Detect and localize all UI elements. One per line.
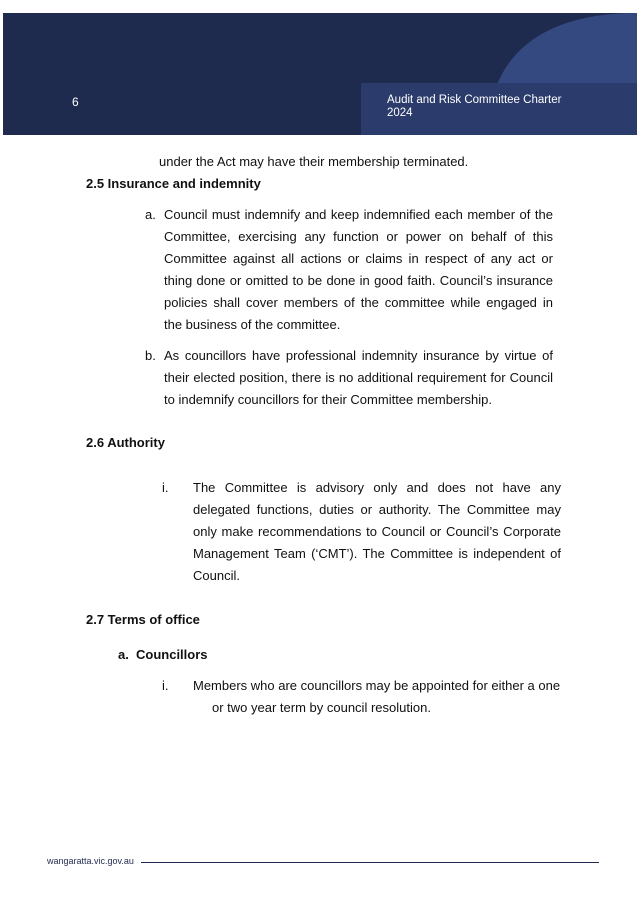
list-marker: i. bbox=[162, 678, 169, 693]
footer-divider bbox=[141, 862, 599, 863]
list-marker: i. bbox=[162, 480, 169, 495]
list-item: Council must indemnify and keep indemnified each member of the Committee, exercising any function or power on behalf of this Committee against all actions or claims in respect of any act or thing done or omitted to be done in good faith. Council’s insurance policies shall cover members of the committee while engaged in the business of the committee. bbox=[164, 207, 553, 332]
page-number: 6 bbox=[72, 95, 79, 109]
list-item: As councillors have professional indemnity insurance by virtue of their elected position, there is no additional requirement for Council to indemnify councillors for their Committee membership. bbox=[164, 348, 553, 407]
section-2-6-heading: 2.6 Authority bbox=[86, 435, 165, 450]
subsection-marker: a. bbox=[118, 647, 129, 662]
document-title: Audit and Risk Committee Charter 2024 bbox=[387, 94, 562, 119]
list-marker: b. bbox=[145, 348, 156, 363]
section-2-7-heading: 2.7 Terms of office bbox=[86, 612, 200, 627]
continuation-text: under the Act may have their membership terminated. bbox=[159, 154, 469, 169]
subsection-title: Councillors bbox=[136, 647, 208, 662]
list-item: The Committee is advisory only and does not have any delegated functions, duties or authority. The Committee may only make recommendations to Council or Council’s Corporate Management Team (‘CMT’). The Committee is independent of Council. bbox=[193, 480, 561, 583]
footer-url: wangaratta.vic.gov.au bbox=[47, 856, 134, 866]
list-item-line: Members who are councillors may be appointed for either a one bbox=[193, 678, 561, 693]
list-marker: a. bbox=[145, 207, 156, 222]
section-2-5-heading: 2.5 Insurance and indemnity bbox=[86, 176, 261, 191]
list-item-line: or two year term by council resolution. bbox=[212, 700, 431, 715]
